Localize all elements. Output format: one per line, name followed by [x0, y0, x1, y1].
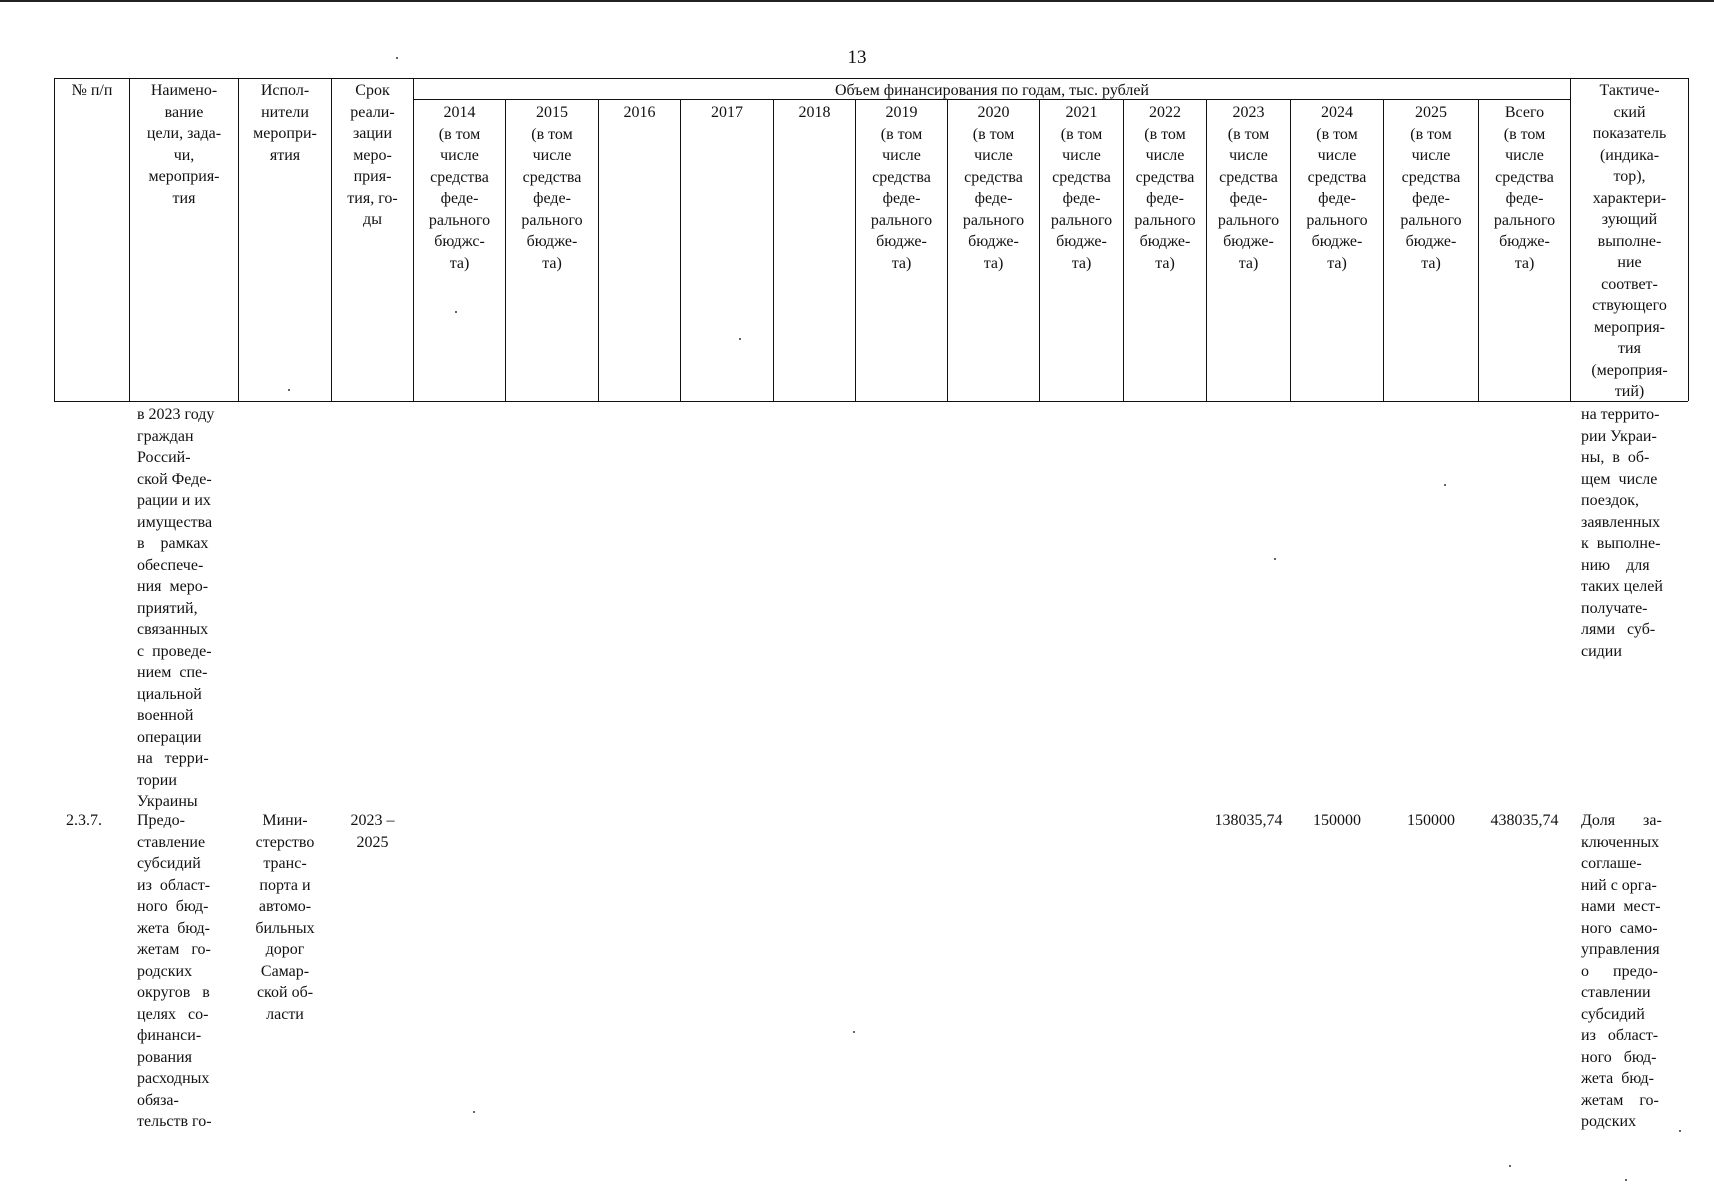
- scan-speck: [396, 57, 398, 59]
- continuation-name: в 2023 году граждан Россий- ской Феде- рации и их имущества в рамках обеспече- ния меро- приятий, связанных с проведе- нием спе- циальной военной операции на терри- тории Украины: [137, 406, 215, 810]
- scan-speck: [1274, 558, 1276, 560]
- row-executor: Мини- стерство транс- порта и автомо- бильных дорог Самар- ской об- ласти: [255, 812, 315, 1023]
- row-value-2024: 150000: [1313, 812, 1361, 829]
- row-total: 438035,74: [1490, 812, 1559, 829]
- row-value-2025: 150000: [1407, 812, 1455, 829]
- header-year-2016: 2016: [623, 104, 656, 121]
- scan-speck: [853, 1031, 855, 1033]
- scan-speck: [1444, 484, 1446, 486]
- continuation-indicator: на террито- рии Украи- ны, в об- щем числе поездок, заявленных к выполне- нию для таких целей получате- лями суб- сидии: [1581, 406, 1663, 660]
- header-name: Наимено- вание цели, зада- чи, мероприя- тия: [146, 82, 222, 207]
- header-year-2024: 2024 (в том числе средства феде- рального бюдже- та): [1306, 104, 1368, 272]
- row-indicator: Доля за- ключенных соглаше- ний с орга- нами мест- ного само- управления о предо- ставлении субсидий из област- ного бюд- жета бюд- жетам го- родских: [1581, 812, 1662, 1130]
- row-value-2023: 138035,74: [1214, 812, 1283, 829]
- scan-speck: [455, 311, 457, 313]
- page-top-edge: [0, 0, 1714, 2]
- header-year-2023: 2023 (в том числе средства феде- рального бюдже- та): [1217, 104, 1280, 272]
- scan-speck: [739, 338, 741, 340]
- col-border: [680, 99, 681, 401]
- header-year-2020: 2020 (в том числе средства феде- рального бюдже- та): [962, 104, 1025, 272]
- col-border: [54, 78, 55, 401]
- page-number: 13: [847, 47, 867, 68]
- header-year-2021: 2021 (в том числе средства феде- рального бюдже- та): [1050, 104, 1113, 272]
- header-funding-group: Объем финансирования по годам, тыс. рублей: [835, 82, 1149, 99]
- row-name: Предо- ставление субсидий из област- ного бюд- жета бюд- жетам го- родских округов в целях со- финанси- рования расходных обяза- тельств го-: [137, 812, 212, 1130]
- header-year-2025: 2025 (в том числе средства феде- рального бюдже- та): [1400, 104, 1462, 272]
- row-num: 2.3.7.: [66, 812, 102, 829]
- scan-speck: [473, 1111, 475, 1113]
- header-term: Срок реали- зации меро- прия- тия, го- ды: [347, 82, 398, 228]
- scan-speck: [1509, 1165, 1511, 1167]
- col-border: [1688, 78, 1689, 401]
- header-year-2015: 2015 (в том числе средства феде- рального бюдже- та): [521, 104, 583, 272]
- col-border: [598, 99, 599, 401]
- header-year-2019: 2019 (в том числе средства феде- рального бюдже- та): [870, 104, 933, 272]
- header-year-2022: 2022 (в том числе средства феде- рального бюдже- та): [1134, 104, 1196, 272]
- header-year-2017: 2017: [711, 104, 743, 121]
- header-indicator: Тактиче- ский показатель (индика- тор), характери- зующий выполне- ние соответ- ствующего мероприя- тия (мероприя- тий): [1591, 82, 1668, 400]
- scan-speck: [1625, 1179, 1627, 1181]
- header-bottom-border: [54, 401, 1688, 402]
- header-year-2018: 2018: [798, 104, 831, 121]
- header-num: № п/п: [71, 82, 113, 99]
- scan-speck: [288, 389, 290, 391]
- scan-speck: [1679, 1130, 1681, 1132]
- header-top-border: [54, 78, 1688, 79]
- row-term: 2023 – 2025: [350, 812, 395, 851]
- header-total: Всего (в том числе средства феде- рального бюдже- та): [1493, 104, 1556, 272]
- col-border: [773, 99, 774, 401]
- header-year-2014: 2014 (в том числе средства феде- рального бюджс- та): [428, 104, 491, 272]
- header-executors: Испол- нители меропри- ятия: [253, 82, 317, 164]
